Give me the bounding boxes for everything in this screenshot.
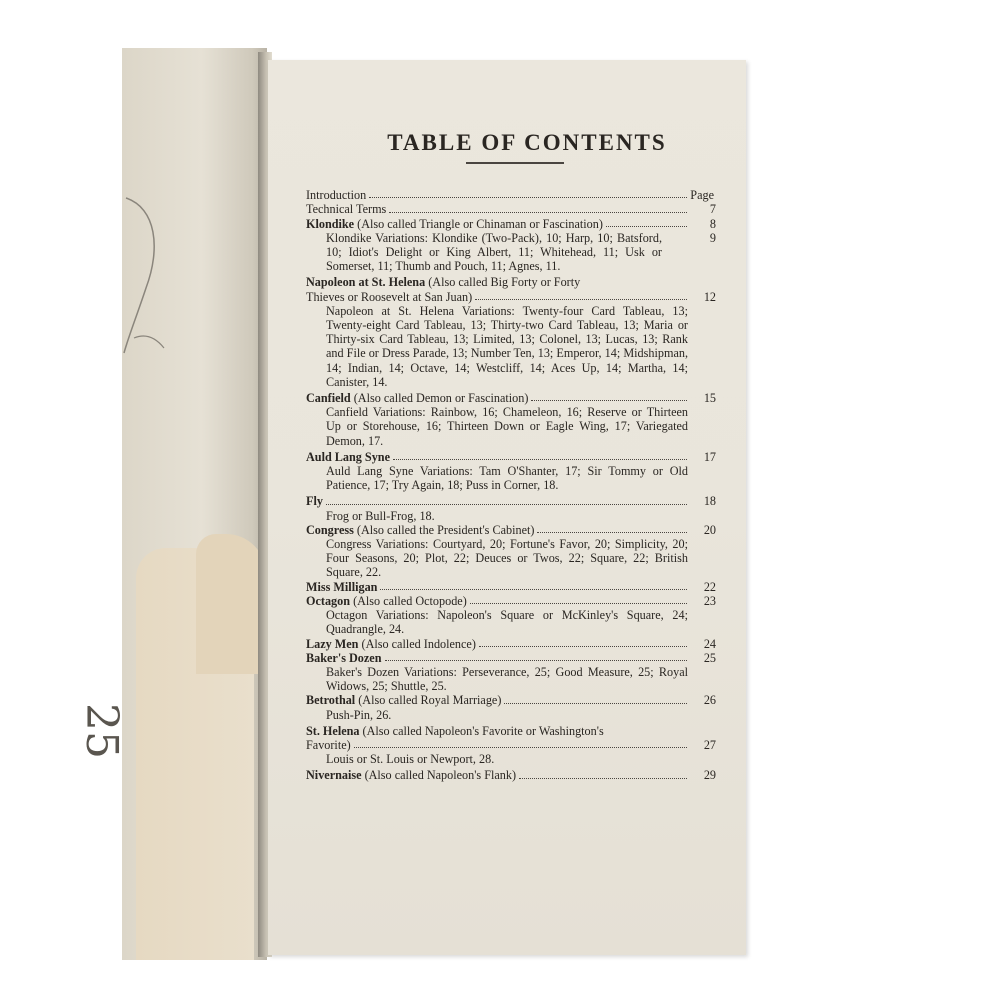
torn-paper — [136, 548, 254, 960]
pencil-number: 25 — [76, 703, 127, 759]
toc-sub-fly: Frog or Bull-Frog, 18. — [326, 508, 435, 523]
toc-entry-auld-lang-syne: Auld Lang Syne 17 — [306, 449, 716, 464]
toc-entry-lazy-men: Lazy Men (Also called Indolence) 24 — [306, 636, 716, 651]
toc-sub-klondike: Klondike Variations: Klondike (Two-Pack), 10; Harp, 10; Batsford, 10; Idiot's Delight or King Albert, 11; Whitehead, 11; Usk or Somerset, 11; Thumb and Pouch, 11; Agnes, 11. 9 — [326, 230, 716, 274]
toc-entry-klondike: Klondike (Also called Triangle or Chinaman or Fascination) 8 — [306, 216, 716, 231]
toc-entry-st-helena: St. Helena (Also called Napoleon's Favorite or Washington's — [306, 723, 604, 738]
toc-entry-fly: Fly 18 — [306, 494, 716, 509]
left-page — [76, 48, 267, 960]
contents-page — [268, 60, 746, 955]
toc-entry-napoleon: Napoleon at St. Helena (Also called Big Forty or Forty — [306, 275, 581, 290]
toc-sub-st-helena: Louis or St. Louis or Newport, 28. — [326, 752, 495, 767]
page-title: TABLE OF CONTENTS — [387, 130, 667, 155]
pencil-scribble — [116, 188, 176, 358]
toc-sub-bakers-dozen: Baker's Dozen Variations: Perseverance, 25; Good Measure, 25; Royal Widows, 25; Shuttle, 25. — [326, 664, 688, 694]
toc-list: Page Introduction Technical Terms 7 Klondike (Also called Triangle or Chinaman or Fascination) 8 Klondike Variations: Klondike (Two-Pack), 10; Harp, 10; Batsford, 10; Idiot's Delight or King Albert, 11; Whitehead, 11; Usk or Somerset, 11; Thumb and Pouch, 11; Agnes, 11. 9 Napoleon at St. Helena (Also called Big Forty or Forty Thieves or Roosevelt at San Juan) 12 Napoleon at St. Helena Variations: Twenty-four Card Tableau, 13; Twenty-eight Card Tableau, 13; Thirty-two Card Tableau, 13; Maria or Thirty-six Card Tableau, 13; Limited, 13; Colonel, 13; Lucas, 13; Rank and File or Dress Parade, 13; Number Ten, 13; Emperor, 14; Midshipman, 14; Indian, 14; Octave, 14; Westcliff, 14; Aces Up, 14; Martha, 14; Canister, 14. Canfield (Also called Demon or Fascination) 15 Canfield Variations: Rainbow, 16; Chameleon, 16; Reserve or Thirteen Up or Storehouse, 16; Thirteen Down or Eagle Wing, 17; Variegated Demon, 17. Auld Lang Syne 17 Auld Lang Syne Variations: Tam O'Shanter, 17; Sir Tommy or Old Patience, 17; Try Again, 18; Puss in Corner, 18. Fly 18 Frog or Bull-Frog, 18. Congress (Also called the President's Cabinet) 20 Congress Variations: Courtyard, 20; Fortune's Favor, 20; Simplicity, 20; Four Seasons, 20; Plot, 22; Deuces or Twos, 22; Square, 22; British Square, 22. Miss Milligan 22 Octagon (Also called Octopode) 23 Octagon Variations: Napoleon's Square or McKinley's Square, 24; Quadrangle, 24. Lazy Men (Also called Indolence) 24 Baker's Dozen 25 Baker's Dozen Variations: Perseverance, 25; Good Measure, 25; Royal Widows, 25; Shuttle, 25. Betrothal (Also called Royal Marriage) 26 Push-Pin, 26. St. Helena (Also called Napoleon's Favorite or Washington's Favorite) 27 Louis or St. Louis or Newport, 28. Nivernaise (Also called Napoleon's Flank) 29 — [306, 188, 716, 783]
title-rule — [466, 162, 564, 164]
toc-entry-congress: Congress (Also called the President's Cabinet) 20 — [306, 522, 716, 537]
toc-sub-congress: Congress Variations: Courtyard, 20; Fortune's Favor, 20; Simplicity, 20; Four Seasons, 20; Plot, 22; Deuces or Twos, 22; Square, 22; British Square, 22. — [326, 537, 688, 580]
toc-entry-miss-milligan: Miss Milligan 22 — [306, 579, 716, 594]
toc-sub-napoleon: Napoleon at St. Helena Variations: Twenty-four Card Tableau, 13; Twenty-eight Card Tableau, 13; Thirty-two Card Tableau, 13; Maria or Thirty-six Card Tableau, 13; Limited, 13; Colonel, 13; Lucas, 13; Rank and File or Dress Parade, 13; Number Ten, 13; Emperor, 14; Midshipman, 14; Indian, 14; Octave, 14; Westcliff, 14; Aces Up, 14; Martha, 14; Canister, 14. — [326, 303, 688, 389]
toc-entry-octagon: Octagon (Also called Octopode) 23 — [306, 593, 716, 608]
toc-entry-canfield: Canfield (Also called Demon or Fascination) 15 — [306, 391, 716, 406]
toc-sub-canfield: Canfield Variations: Rainbow, 16; Chameleon, 16; Reserve or Thirteen Up or Storehouse, 16; Thirteen Down or Eagle Wing, 17; Variegated Demon, 17. — [326, 405, 688, 448]
toc-entry-introduction: Introduction — [306, 188, 716, 202]
toc-entry-betrothal: Betrothal (Also called Royal Marriage) 26 — [306, 693, 716, 708]
toc-sub-betrothal: Push-Pin, 26. — [326, 707, 392, 722]
toc-sub-auld-lang-syne: Auld Lang Syne Variations: Tam O'Shanter, 17; Sir Tommy or Old Patience, 17; Try Again, 18; Puss in Corner, 18. — [326, 464, 688, 493]
page-column-header: Page — [690, 188, 714, 202]
toc-entry-nivernaise: Nivernaise (Also called Napoleon's Flank) 29 — [306, 768, 716, 783]
toc-entry-bakers-dozen: Baker's Dozen 25 — [306, 650, 716, 665]
toc-sub-octagon: Octagon Variations: Napoleon's Square or McKinley's Square, 24; Quadrangle, 24. — [326, 608, 688, 637]
toc-entry-technical-terms: Technical Terms 7 — [306, 202, 716, 217]
